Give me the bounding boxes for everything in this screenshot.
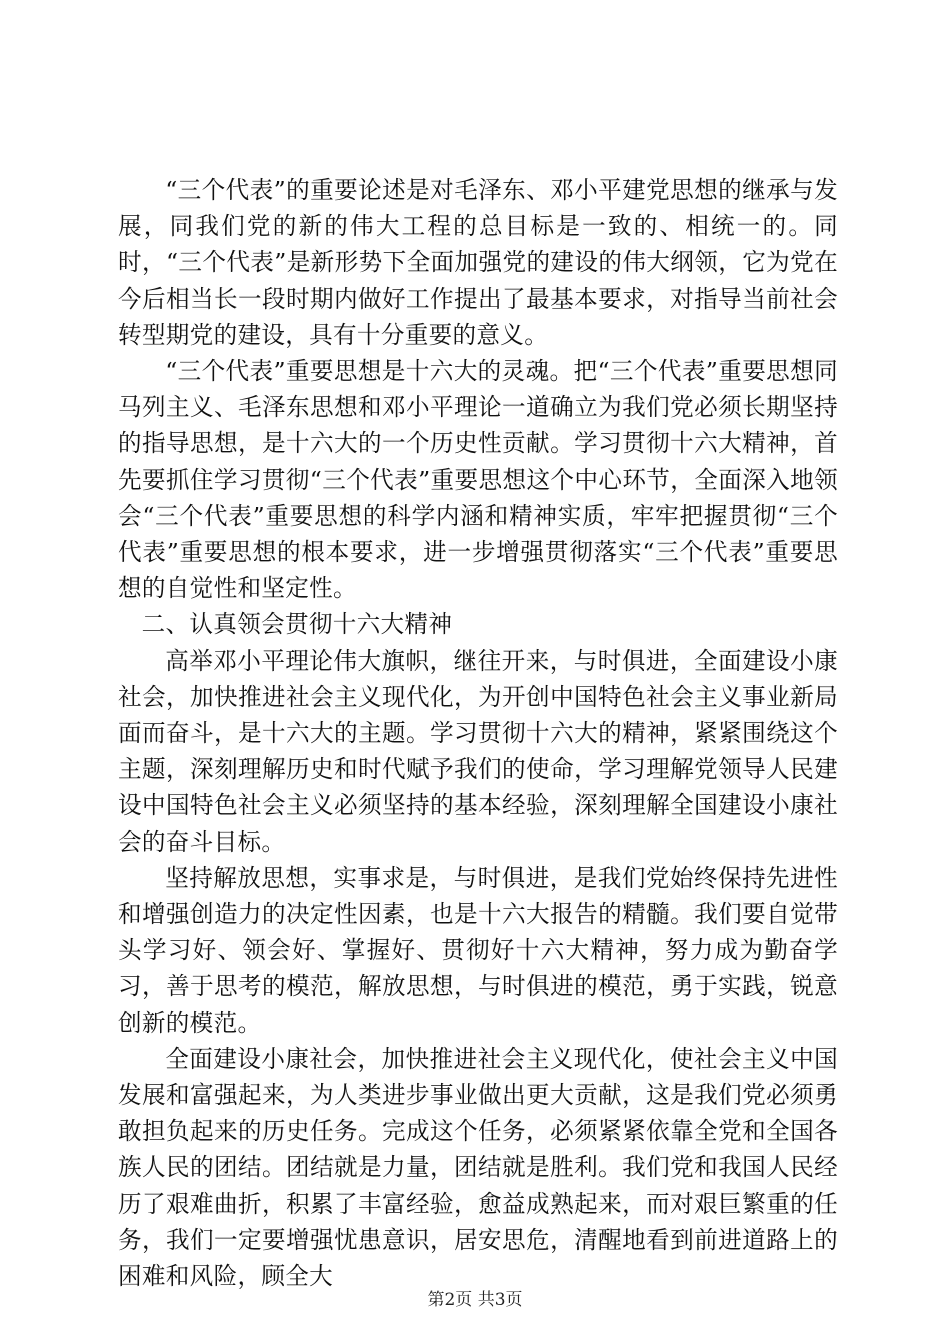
- section-heading: 二、认真领会贯彻十六大精神: [141, 610, 453, 639]
- page-footer: 第2页 共3页: [427, 1290, 523, 1310]
- paragraph-3: 高举邓小平理论伟大旗帜，继往开来，与时俱进，全面建设小康社会，加快推进社会主义现代化，为开创中国特色社会主义事业新局面而奋斗，是十六大的主题。学习贯彻十六大的精神，紧紧围绕这个主题，深刻理解历史和时代赋予我们的使命，学习理解党领导人民建设中国特色社会主义必须坚持的基本经验，深刻理解全国建设小康社会的奋斗目标。: [118, 646, 838, 856]
- paragraph-2: “三个代表”重要思想是十六大的灵魂。把“三个代表”重要思想同马列主义、毛泽东思想和邓小平理论一道确立为我们党必须长期坚持的指导思想，是十六大的一个历史性贡献。学习贯彻十六大精神，首先要抓住学习贯彻“三个代表”重要思想这个中心环节，全面深入地领会“三个代表”重要思想的科学内涵和精神实质，牢牢把握贯彻“三个代表”重要思想的根本要求，进一步增强贯彻落实“三个代表”重要思想的自觉性和坚定性。: [118, 357, 838, 603]
- paragraph-5: 全面建设小康社会，加快推进社会主义现代化，使社会主义中国发展和富强起来，为人类进步事业做出更大贡献，这是我们党必须勇敢担负起来的历史任务。完成这个任务，必须紧紧依靠全党和全国各族人民的团结。团结就是力量，团结就是胜利。我们党和我国人民经历了艰难曲折，积累了丰富经验，愈益成熟起来，而对艰巨繁重的任务，我们一定要增强忧患意识，居安思危，清醒地看到前进道路上的困难和风险，顾全大: [118, 1044, 838, 1291]
- document-body: [118, 172, 838, 1294]
- paragraph-1: “三个代表”的重要论述是对毛泽东、邓小平建党思想的继承与发展，同我们党的新的伟大工程的总目标是一致的、相统一的。同时，“三个代表”是新形势下全面加强党的建设的伟大纲领，它为党在今后相当长一段时期内做好工作提出了最基本要求，对指导当前社会转型期党的建设，具有十分重要的意义。: [118, 176, 838, 349]
- paragraph-4: 坚持解放思想，实事求是，与时俱进，是我们党始终保持先进性和增强创造力的决定性因素，也是十六大报告的精髓。我们要自觉带头学习好、领会好、掌握好、贯彻好十六大精神，努力成为勤奋学习，善于思考的模范，解放思想，与时俱进的模范，勇于实践，锐意创新的模范。: [118, 863, 838, 1037]
